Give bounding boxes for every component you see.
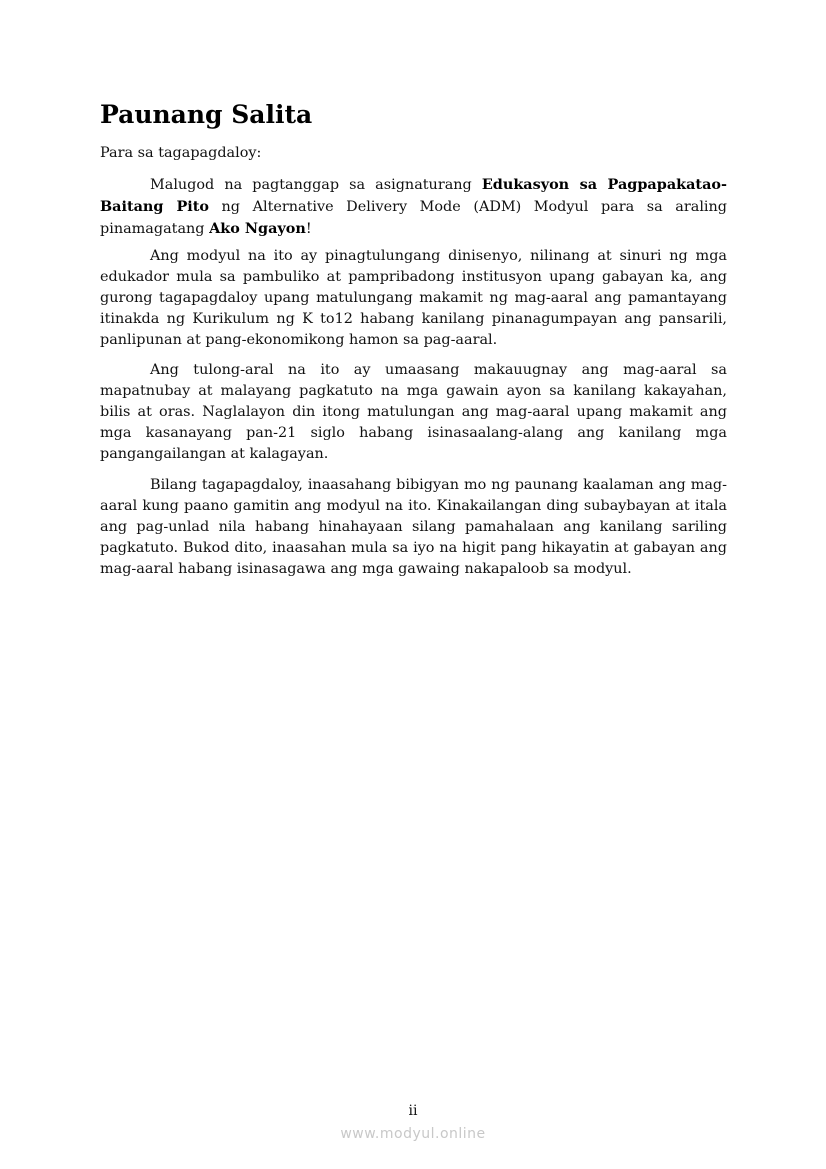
watermark: www.modyul.online [340,1126,486,1142]
subject-name: Edukasyon sa Pagpapakatao- Baitang Pito [100,176,727,215]
paragraph-welcome-text-2: ng Alternative Delivery Mode (ADM) Modyul para sa araling pinamagatang [100,199,728,237]
paragraph-facilitator-role: Bilang tagapagdaloy, inaasahang bibigyan mo ng paunang kaalaman ang mag-aaral kung paano gamitin ang modyul na ito. Kinakailangan ding subaybayan at itala ang pag-unlad nila habang hinahayaan silang pamahalaan ang kanilang sariling pagkatuto. Bukod dito, inaasahan mula sa iyo na higit pang hikayatin at gabayan ang mag-aaral habang isinasagawa ang mga gawaing nakapaloob sa modyul. [100,477,727,577]
salutation: Para sa tagapagdaloy: [100,145,262,161]
paragraph-welcome [100,174,727,240]
paragraph-module-design: Ang modyul na ito ay pinagtulungang dinisenyo, nilinang at sinuri ng mga edukador mula sa pambuliko at pampribadong institusyon upang gabayan ka, ang gurong tagapagdaloy upang matulungang makamit ng mag-aaral ang pamantayang itinakda ng Kurikulum ng K to12 habang kanilang pinanagumpayan ang pansarili, panlipunan at pang-ekonomikong hamon sa pag-aaral. [100,248,727,348]
lesson-title: Ako Ngayon [209,220,306,237]
paragraph-welcome-text-3: ! [305,221,312,237]
page-title: Paunang Salita [100,100,313,129]
paragraph-welcome-text-1: Malugod na pagtanggap sa asignaturang [150,177,482,193]
paragraph-learning-aid: Ang tulong-aral na ito ay umaasang makauugnay ang mag-aaral sa mapatnubay at malayang pagkatuto na mga gawain ayon sa kanilang kakayahan, bilis at oras. Naglalayon din itong matulungan ang mag-aaral upang makamit ang mga kasanayang pan-21 siglo habang isinasaalang-alang ang kanilang mga pangangailangan at kalagayan. [100,362,727,462]
page-number: ii [408,1103,418,1119]
